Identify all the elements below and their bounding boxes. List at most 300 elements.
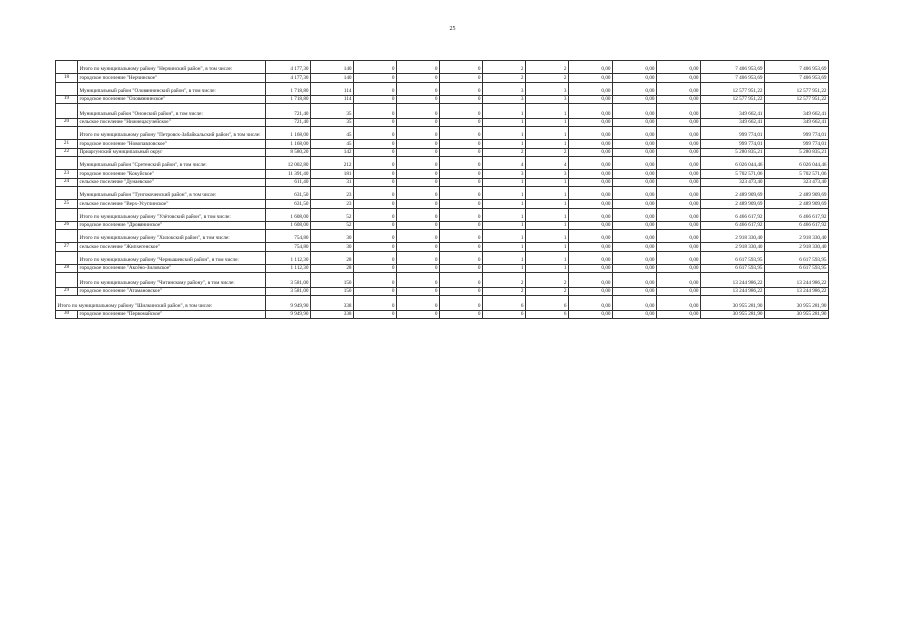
cell-c11: 6 617 593,95 xyxy=(765,264,829,273)
cell-c3: 0 xyxy=(397,200,440,209)
cell-c9: 0,00 xyxy=(657,157,701,170)
cell-c5: 1 xyxy=(483,104,526,119)
cell-c1: 140 xyxy=(311,74,354,83)
cell-c9: 0,00 xyxy=(657,61,701,74)
cell-c3: 0 xyxy=(397,61,440,74)
cell-area: 631,50 xyxy=(266,200,311,209)
row-name: городское поселение "Оловяннинское" xyxy=(78,95,266,104)
row-number: 28 xyxy=(56,264,78,273)
cell-c9: 0,00 xyxy=(657,221,701,230)
table-row xyxy=(56,95,829,104)
cell-c11: 6 617 593,95 xyxy=(765,251,829,264)
table-body xyxy=(56,61,829,319)
cell-c11: 349 662,41 xyxy=(765,118,829,127)
cell-c1: 114 xyxy=(311,82,354,95)
cell-c7: 0,00 xyxy=(569,74,613,83)
cell-c6: 1 xyxy=(526,118,569,127)
cell-c8: 0,00 xyxy=(613,273,657,288)
cell-c7: 0,00 xyxy=(569,287,613,296)
cell-c5: 1 xyxy=(483,243,526,252)
cell-c1: 31 xyxy=(311,178,354,187)
cell-c5: 1 xyxy=(483,140,526,149)
table-row xyxy=(56,127,829,140)
cell-c7: 0,00 xyxy=(569,170,613,179)
cell-c5: 3 xyxy=(483,95,526,104)
row-name: Итого по муниципальному району "Улётовский район", в том числе: xyxy=(78,208,266,221)
cell-c9: 0,00 xyxy=(657,296,701,311)
cell-c6: 2 xyxy=(526,61,569,74)
cell-c11: 30 955 281,90 xyxy=(765,296,829,311)
cell-c4: 0 xyxy=(440,104,483,119)
cell-c9: 0,00 xyxy=(657,178,701,187)
row-number: 25 xyxy=(56,200,78,209)
table-row xyxy=(56,140,829,149)
cell-c7: 0,00 xyxy=(569,104,613,119)
cell-c1: 181 xyxy=(311,170,354,179)
row-name: Муниципальный район "Оловяннинский район", в том числе: xyxy=(78,82,266,95)
cell-c8: 0,00 xyxy=(613,178,657,187)
cell-c3: 0 xyxy=(397,95,440,104)
cell-c8: 0,00 xyxy=(613,221,657,230)
cell-c10: 2 918 330,40 xyxy=(701,243,765,252)
table-row xyxy=(56,170,829,179)
cell-c8: 0,00 xyxy=(613,127,657,140)
cell-c5: 1 xyxy=(483,178,526,187)
cell-c4: 0 xyxy=(440,200,483,209)
cell-c3: 0 xyxy=(397,208,440,221)
cell-c4: 0 xyxy=(440,140,483,149)
cell-c3: 0 xyxy=(397,104,440,119)
cell-c11: 13 244 986,22 xyxy=(765,287,829,296)
cell-area: 3 581,00 xyxy=(266,287,311,296)
row-number xyxy=(56,157,78,170)
cell-c4: 0 xyxy=(440,118,483,127)
row-name: Муниципальный район "Ононский район", в том числе: xyxy=(78,104,266,119)
cell-c2: 0 xyxy=(354,95,397,104)
table-row xyxy=(56,82,829,95)
cell-area: 1 168,00 xyxy=(266,127,311,140)
cell-c8: 0,00 xyxy=(613,82,657,95)
cell-c6: 4 xyxy=(526,157,569,170)
cell-c7: 0,00 xyxy=(569,243,613,252)
table-row xyxy=(56,61,829,74)
row-name: Итого по муниципальному району "Хилокский район", в том числе: xyxy=(78,230,266,243)
cell-c6: 3 xyxy=(526,82,569,95)
row-name: Приаргунский муниципальный округ xyxy=(78,148,266,157)
cell-c4: 0 xyxy=(440,208,483,221)
table-row xyxy=(56,273,829,288)
cell-c1: 338 xyxy=(311,310,354,319)
row-name: сельское поселение "Верх-Усуглинское" xyxy=(78,200,266,209)
cell-c10: 6 466 617,92 xyxy=(701,221,765,230)
cell-c6: 3 xyxy=(526,95,569,104)
cell-c11: 999 774,01 xyxy=(765,140,829,149)
cell-c1: 150 xyxy=(311,273,354,288)
cell-c7: 0,00 xyxy=(569,118,613,127)
cell-c7: 0,00 xyxy=(569,296,613,311)
row-name: городское поселение "Первомайское" xyxy=(78,310,266,319)
cell-c7: 0,00 xyxy=(569,200,613,209)
cell-c2: 0 xyxy=(354,178,397,187)
cell-c2: 0 xyxy=(354,127,397,140)
cell-c3: 0 xyxy=(397,127,440,140)
cell-c11: 6 466 617,92 xyxy=(765,208,829,221)
cell-area: 611,40 xyxy=(266,178,311,187)
cell-c6: 1 xyxy=(526,127,569,140)
page-number: 25 xyxy=(449,26,456,32)
cell-c6: 1 xyxy=(526,221,569,230)
cell-c10: 6 617 593,95 xyxy=(701,251,765,264)
cell-c3: 0 xyxy=(397,74,440,83)
cell-c4: 0 xyxy=(440,230,483,243)
cell-c2: 0 xyxy=(354,104,397,119)
cell-c11: 2 489 909,69 xyxy=(765,200,829,209)
cell-area: 8 580,20 xyxy=(266,148,311,157)
row-number: 23 xyxy=(56,170,78,179)
cell-c1: 30 xyxy=(311,230,354,243)
cell-c8: 0,00 xyxy=(613,170,657,179)
cell-c3: 0 xyxy=(397,310,440,319)
cell-c6: 1 xyxy=(526,208,569,221)
cell-c6: 1 xyxy=(526,187,569,200)
cell-c8: 0,00 xyxy=(613,140,657,149)
cell-c4: 0 xyxy=(440,127,483,140)
cell-c9: 0,00 xyxy=(657,251,701,264)
cell-c9: 0,00 xyxy=(657,170,701,179)
cell-c11: 999 774,01 xyxy=(765,127,829,140)
cell-c10: 6 466 617,92 xyxy=(701,208,765,221)
cell-c9: 0,00 xyxy=(657,187,701,200)
cell-c4: 0 xyxy=(440,61,483,74)
cell-c8: 0,00 xyxy=(613,104,657,119)
cell-c11: 7 406 953,69 xyxy=(765,61,829,74)
cell-c6: 2 xyxy=(526,74,569,83)
cell-c10: 6 026 044,46 xyxy=(701,157,765,170)
cell-c10: 6 617 593,95 xyxy=(701,264,765,273)
cell-c2: 0 xyxy=(354,208,397,221)
cell-c10: 13 244 986,22 xyxy=(701,273,765,288)
cell-c8: 0,00 xyxy=(613,187,657,200)
cell-c11: 2 918 330,40 xyxy=(765,230,829,243)
cell-c4: 0 xyxy=(440,148,483,157)
cell-c1: 212 xyxy=(311,157,354,170)
table-row xyxy=(56,157,829,170)
cell-c5: 2 xyxy=(483,148,526,157)
cell-c3: 0 xyxy=(397,230,440,243)
cell-area: 1 718,80 xyxy=(266,95,311,104)
row-number: 20 xyxy=(56,118,78,127)
cell-area: 12 002,80 xyxy=(266,157,311,170)
cell-c10: 323 473,40 xyxy=(701,178,765,187)
cell-c10: 5 280 835,21 xyxy=(701,148,765,157)
cell-area: 631,50 xyxy=(266,187,311,200)
cell-area: 1 608,00 xyxy=(266,221,311,230)
cell-c9: 0,00 xyxy=(657,95,701,104)
table-row xyxy=(56,118,829,127)
cell-c6: 3 xyxy=(526,170,569,179)
cell-area: 754,80 xyxy=(266,230,311,243)
row-name: городское поселение "Атамановское" xyxy=(78,287,266,296)
cell-c6: 1 xyxy=(526,230,569,243)
cell-c7: 0,00 xyxy=(569,157,613,170)
cell-c1: 52 xyxy=(311,208,354,221)
cell-c6: 1 xyxy=(526,200,569,209)
cell-c1: 150 xyxy=(311,287,354,296)
table-row xyxy=(56,221,829,230)
cell-c5: 4 xyxy=(483,157,526,170)
cell-c10: 2 918 330,40 xyxy=(701,230,765,243)
row-number xyxy=(56,61,78,74)
cell-c8: 0,00 xyxy=(613,74,657,83)
cell-c10: 12 577 951,22 xyxy=(701,95,765,104)
cell-c6: 1 xyxy=(526,178,569,187)
cell-c2: 0 xyxy=(354,82,397,95)
row-name: Итого по муниципальному району "Петровск-Забайкальский район", в том числе: xyxy=(78,127,266,140)
cell-c3: 0 xyxy=(397,296,440,311)
cell-area: 4 177,30 xyxy=(266,74,311,83)
cell-c11: 349 662,41 xyxy=(765,104,829,119)
row-name: Итого по муниципальному району "Шилкинский район", в том числе: xyxy=(56,296,266,311)
cell-c6: 1 xyxy=(526,104,569,119)
cell-c7: 0,00 xyxy=(569,273,613,288)
cell-c1: 28 xyxy=(311,251,354,264)
row-number xyxy=(56,251,78,264)
cell-c7: 0,00 xyxy=(569,178,613,187)
cell-c5: 1 xyxy=(483,208,526,221)
row-name: Итого по муниципальному району "Нерчинский район", в том числе: xyxy=(78,61,266,74)
cell-c3: 0 xyxy=(397,118,440,127)
cell-c6: 6 xyxy=(526,296,569,311)
cell-area: 1 112,30 xyxy=(266,251,311,264)
cell-c9: 0,00 xyxy=(657,140,701,149)
cell-c5: 3 xyxy=(483,82,526,95)
cell-c5: 1 xyxy=(483,251,526,264)
cell-c7: 0,00 xyxy=(569,187,613,200)
cell-c7: 0,00 xyxy=(569,310,613,319)
cell-area: 1 718,80 xyxy=(266,82,311,95)
cell-c2: 0 xyxy=(354,243,397,252)
cell-c5: 1 xyxy=(483,118,526,127)
cell-c2: 0 xyxy=(354,230,397,243)
table-row xyxy=(56,74,829,83)
cell-c11: 5 280 835,21 xyxy=(765,148,829,157)
row-name: городское поселение "Кокуйское" xyxy=(78,170,266,179)
cell-c10: 30 955 281,90 xyxy=(701,310,765,319)
cell-area: 1 168,00 xyxy=(266,140,311,149)
row-name: сельское поселение "Жипхегенское" xyxy=(78,243,266,252)
cell-c9: 0,00 xyxy=(657,104,701,119)
cell-c5: 1 xyxy=(483,221,526,230)
cell-c10: 999 774,01 xyxy=(701,127,765,140)
cell-c9: 0,00 xyxy=(657,82,701,95)
table-row xyxy=(56,230,829,243)
cell-c9: 0,00 xyxy=(657,273,701,288)
cell-c9: 0,00 xyxy=(657,200,701,209)
cell-c8: 0,00 xyxy=(613,208,657,221)
cell-c7: 0,00 xyxy=(569,208,613,221)
table-row xyxy=(56,148,829,157)
row-name: Итого по муниципальному району "Читинскому району", в том числе: xyxy=(78,273,266,288)
cell-c8: 0,00 xyxy=(613,95,657,104)
cell-c11: 323 473,40 xyxy=(765,178,829,187)
cell-c9: 0,00 xyxy=(657,74,701,83)
cell-c3: 0 xyxy=(397,264,440,273)
cell-c5: 6 xyxy=(483,296,526,311)
cell-c1: 142 xyxy=(311,148,354,157)
cell-c11: 6 026 044,46 xyxy=(765,157,829,170)
cell-c2: 0 xyxy=(354,296,397,311)
cell-c10: 7 406 953,69 xyxy=(701,61,765,74)
cell-c1: 23 xyxy=(311,200,354,209)
cell-c2: 0 xyxy=(354,264,397,273)
cell-c7: 0,00 xyxy=(569,264,613,273)
cell-c6: 1 xyxy=(526,251,569,264)
cell-c3: 0 xyxy=(397,287,440,296)
cell-c9: 0,00 xyxy=(657,243,701,252)
cell-c11: 2 489 909,69 xyxy=(765,187,829,200)
cell-c4: 0 xyxy=(440,273,483,288)
cell-c1: 45 xyxy=(311,140,354,149)
cell-c3: 0 xyxy=(397,170,440,179)
cell-c8: 0,00 xyxy=(613,200,657,209)
cell-c11: 2 918 330,40 xyxy=(765,243,829,252)
cell-c2: 0 xyxy=(354,287,397,296)
cell-c2: 0 xyxy=(354,148,397,157)
cell-c2: 0 xyxy=(354,251,397,264)
cell-c10: 13 244 986,22 xyxy=(701,287,765,296)
cell-c1: 140 xyxy=(311,61,354,74)
cell-c4: 0 xyxy=(440,310,483,319)
table-row xyxy=(56,187,829,200)
row-number xyxy=(56,104,78,119)
cell-c8: 0,00 xyxy=(613,296,657,311)
cell-c3: 0 xyxy=(397,178,440,187)
table-row xyxy=(56,104,829,119)
cell-c5: 1 xyxy=(483,127,526,140)
cell-c2: 0 xyxy=(354,221,397,230)
row-name: городское поселение "Аксёно-Зиловское" xyxy=(78,264,266,273)
cell-c5: 1 xyxy=(483,187,526,200)
cell-c4: 0 xyxy=(440,74,483,83)
row-name: Муниципальный район "Сретенский район", в том числе: xyxy=(78,157,266,170)
row-name: городское поселение "Дровянинское" xyxy=(78,221,266,230)
row-number: 22 xyxy=(56,148,78,157)
cell-c4: 0 xyxy=(440,170,483,179)
cell-c5: 1 xyxy=(483,264,526,273)
cell-c3: 0 xyxy=(397,82,440,95)
cell-c11: 12 577 951,22 xyxy=(765,82,829,95)
cell-c8: 0,00 xyxy=(613,251,657,264)
cell-area: 9 949,90 xyxy=(266,310,311,319)
cell-c2: 0 xyxy=(354,140,397,149)
cell-c5: 1 xyxy=(483,230,526,243)
cell-c7: 0,00 xyxy=(569,221,613,230)
cell-c2: 0 xyxy=(354,118,397,127)
cell-c4: 0 xyxy=(440,221,483,230)
cell-c4: 0 xyxy=(440,82,483,95)
housing-program-table xyxy=(55,60,829,319)
table-row xyxy=(56,287,829,296)
table-row xyxy=(56,251,829,264)
cell-c7: 0,00 xyxy=(569,127,613,140)
cell-area: 1 112,30 xyxy=(266,264,311,273)
row-name: городское поселение "Новопавловское" xyxy=(78,140,266,149)
cell-c9: 0,00 xyxy=(657,148,701,157)
cell-c4: 0 xyxy=(440,178,483,187)
cell-c6: 2 xyxy=(526,273,569,288)
cell-c4: 0 xyxy=(440,187,483,200)
cell-c7: 0,00 xyxy=(569,140,613,149)
cell-c4: 0 xyxy=(440,264,483,273)
cell-c6: 2 xyxy=(526,287,569,296)
cell-c8: 0,00 xyxy=(613,118,657,127)
row-number: 30 xyxy=(56,310,78,319)
cell-c2: 0 xyxy=(354,187,397,200)
row-number: 18 xyxy=(56,74,78,83)
cell-c8: 0,00 xyxy=(613,230,657,243)
cell-c7: 0,00 xyxy=(569,230,613,243)
table-row xyxy=(56,208,829,221)
row-name: Итого по муниципальному району "Чернышевский район", в том числе: xyxy=(78,251,266,264)
table-row xyxy=(56,264,829,273)
cell-c4: 0 xyxy=(440,287,483,296)
row-number xyxy=(56,273,78,288)
cell-c8: 0,00 xyxy=(613,310,657,319)
cell-c9: 0,00 xyxy=(657,127,701,140)
table-row xyxy=(56,310,829,319)
cell-c2: 0 xyxy=(354,157,397,170)
row-number: 24 xyxy=(56,178,78,187)
row-name: городское поселение "Нерчинское" xyxy=(78,74,266,83)
cell-c10: 5 702 571,06 xyxy=(701,170,765,179)
table-row xyxy=(56,178,829,187)
cell-c11: 12 577 951,22 xyxy=(765,95,829,104)
cell-c1: 28 xyxy=(311,264,354,273)
cell-c4: 0 xyxy=(440,251,483,264)
cell-c5: 2 xyxy=(483,273,526,288)
cell-c10: 7 406 953,69 xyxy=(701,74,765,83)
cell-c11: 5 702 571,06 xyxy=(765,170,829,179)
cell-c8: 0,00 xyxy=(613,157,657,170)
row-number: 19 xyxy=(56,95,78,104)
cell-c11: 30 955 281,90 xyxy=(765,310,829,319)
cell-c2: 0 xyxy=(354,310,397,319)
cell-area: 11 391,40 xyxy=(266,170,311,179)
cell-area: 721,40 xyxy=(266,104,311,119)
row-number: 26 xyxy=(56,221,78,230)
cell-c10: 349 662,41 xyxy=(701,118,765,127)
cell-c6: 2 xyxy=(526,148,569,157)
cell-c6: 1 xyxy=(526,264,569,273)
cell-c4: 0 xyxy=(440,95,483,104)
cell-c10: 2 489 909,69 xyxy=(701,200,765,209)
row-name: сельское поселение "Нижнецасучейское" xyxy=(78,118,266,127)
table-row xyxy=(56,243,829,252)
cell-c4: 0 xyxy=(440,296,483,311)
cell-c1: 23 xyxy=(311,187,354,200)
cell-c5: 6 xyxy=(483,310,526,319)
cell-c7: 0,00 xyxy=(569,148,613,157)
cell-c5: 2 xyxy=(483,61,526,74)
row-number xyxy=(56,127,78,140)
cell-c8: 0,00 xyxy=(613,148,657,157)
cell-c4: 0 xyxy=(440,157,483,170)
cell-c1: 30 xyxy=(311,243,354,252)
cell-c1: 35 xyxy=(311,118,354,127)
cell-c10: 2 489 909,69 xyxy=(701,187,765,200)
cell-c5: 1 xyxy=(483,200,526,209)
table-row xyxy=(56,296,829,311)
